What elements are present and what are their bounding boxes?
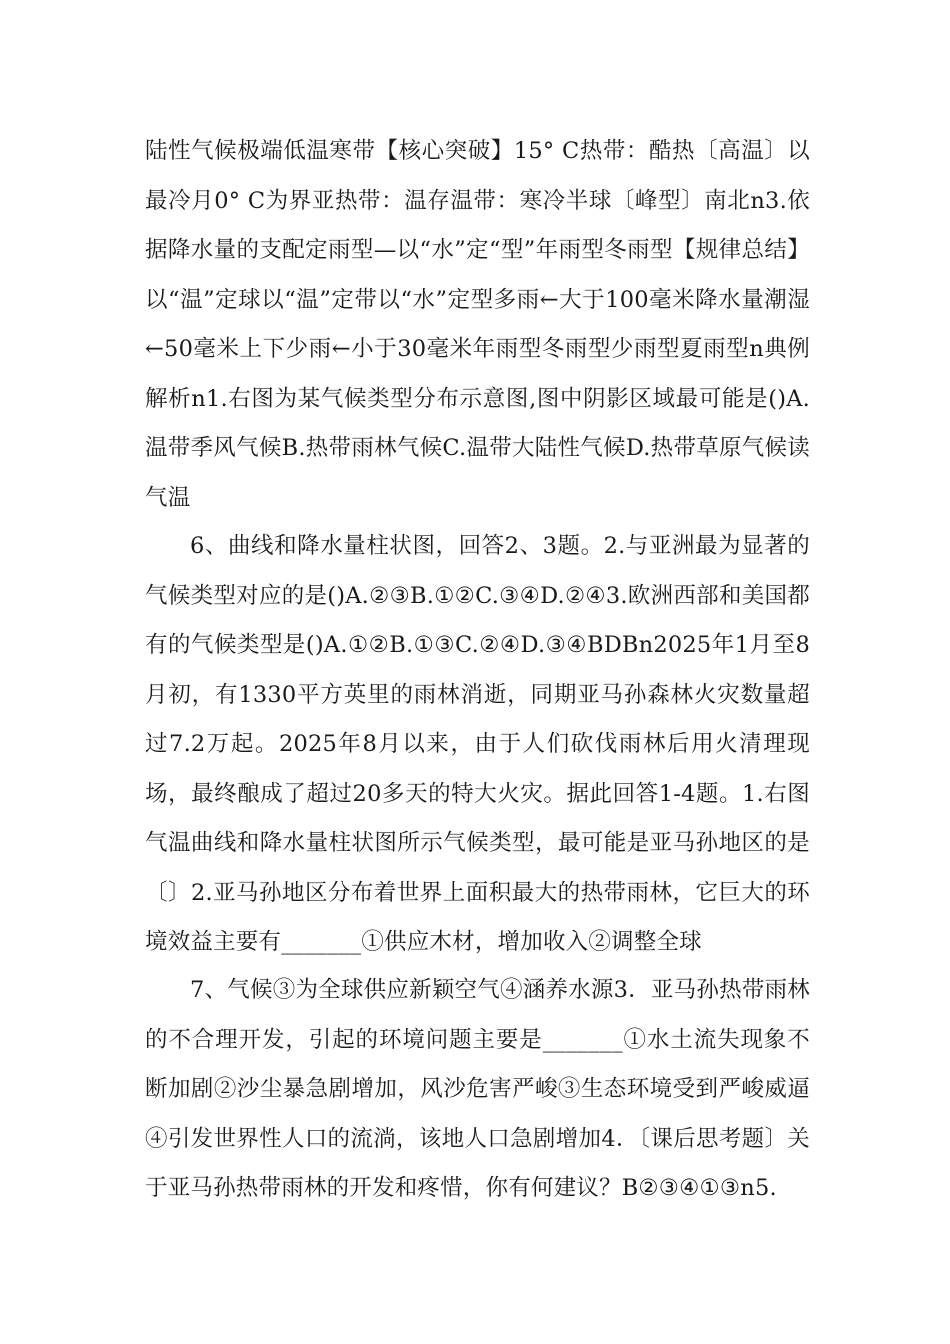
paragraph-1: 陆性气候极端低温寒带【核心突破】15° C热带：酷热〔高温〕以最冷月0° C为界亚热带：温存温带：寒冷半球〔峰型〕南北n3.依据降水量的支配定雨型—以“水”定“型”年雨型冬雨型【规律总结】以“温”定球以“温”定带以“水”定型多雨←大于100毫米降水量潮湿←50毫米上下少雨←小于30毫米年雨型冬雨型少雨型夏雨型n典例解析n1.右图为某气候类型分布示意图,图中阴影区域最可能是()A.温带季风气候B.热带雨林气候C.温带大陆性气候D.热带草原气候读气温 [145,138,810,511]
paragraph-3: 7、气候③为全球供应新颖空气④涵养水源3．亚马孙热带雨林的不合理开发，引起的环境问题主要是_______①水土流失现象不断加剧②沙尘暴急剧增加，风沙危害严峻③生态环境受到严峻威逼④引发世界性人口的流淌，该地人口急剧增加4．〔课后思考题〕关于亚马孙热带雨林的开发和疼惜，你有何建议？B②③④①③n5. [145,977,810,1201]
paragraph-2: 6、曲线和降水量柱状图，回答2、3题。2.与亚洲最为显著的气候类型对应的是()A.②③B.①②C.③④D.②④3.欧洲西部和美国都有的气候类型是()A.①②B.①③C.②④D.③④BDBn2025年1月至8月初，有1330平方英里的雨林消逝，同期亚马孙森林火灾数量超过7.2万起。2025年8月以来，由于人们砍伐雨林后用火清理现场，最终酿成了超过20多天的特大火灾。据此回答1-4题。1.右图气温曲线和降水量柱状图所示气候类型，最可能是亚马孙地区的是〔〕2.亚马孙地区分布着世界上面积最大的热带雨林，它巨大的环境效益主要有_______①供应木材，增加收入②调整全球 [145,533,810,955]
